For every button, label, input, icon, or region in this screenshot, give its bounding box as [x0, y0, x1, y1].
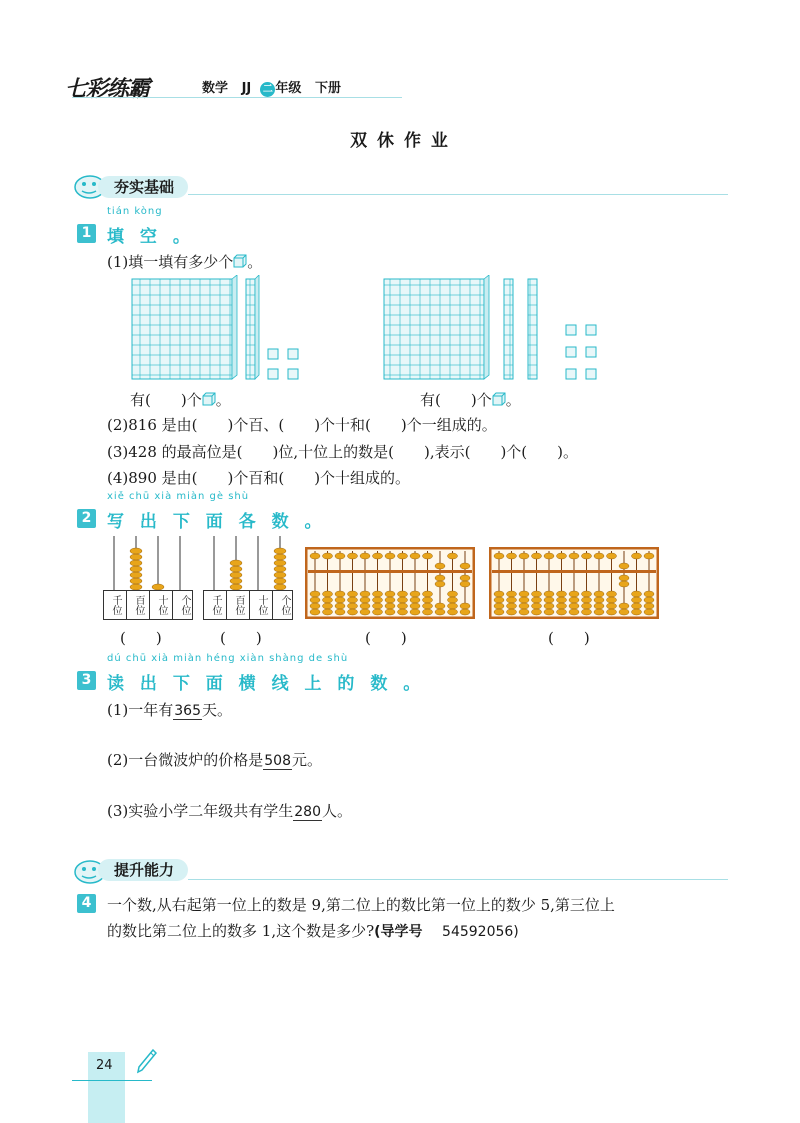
section-title: 提升能力 [114, 861, 175, 879]
q1-blank-b: 有( )个 。 [420, 391, 521, 409]
abacus-2 [489, 547, 659, 619]
answer-blank-2: ( ) [220, 629, 262, 647]
q1-number: 1 [77, 224, 96, 243]
grade-badge: 二 [260, 82, 275, 97]
q1-blank-a: 有( )个 。 [130, 391, 231, 409]
underlined-number: 508 [264, 753, 291, 769]
brand-logo [65, 72, 149, 103]
q1-sub1: (1)填一填有多少个 。 [107, 253, 263, 271]
place-label: 千位 [204, 591, 227, 619]
pencil-icon [135, 1048, 157, 1074]
page-number: 24 [96, 1058, 113, 1073]
place-label: 十位 [150, 591, 173, 619]
q2-pinyin: xiě chū xià miàn gè shù [107, 491, 250, 502]
answer-blank-1: ( ) [120, 629, 162, 647]
unit-cubes-b [566, 325, 596, 379]
q1-sub2: (2)816 是由( )个百、( )个十和( )个一组成的。 [107, 416, 497, 434]
unit-cube-icon [202, 392, 216, 406]
footer-rule [72, 1080, 152, 1081]
place-label: 百位 [227, 591, 250, 619]
answer-blank-3: ( ) [365, 629, 407, 647]
section-title: 夯实基础 [114, 178, 175, 196]
q1-title: 填 空 。 [107, 227, 195, 247]
hundreds-flat-b [384, 275, 489, 379]
hundreds-flat-a [132, 275, 237, 379]
place-label: 千位 [104, 591, 127, 619]
tens-rod-a [246, 275, 259, 379]
place-label: 个位 [179, 595, 190, 615]
q4-line2: 的数比第二位上的数多 1,这个数是多少?(导学号 54592056) [107, 922, 519, 940]
q3-number: 3 [77, 671, 96, 690]
q1-sub3: (3)428 的最高位是( )位,十位上的数是( ),表示( )个( )。 [107, 443, 579, 461]
page-title: 双 休 作 业 [350, 131, 450, 151]
q3-sub2: (2)一台微波炉的价格是508元。 [107, 751, 322, 769]
blocks-figure [130, 275, 630, 385]
header-rule [72, 97, 402, 98]
q2-number: 2 [77, 509, 96, 528]
q1-sub4: (4)890 是由( )个百和( )个十组成的。 [107, 469, 411, 487]
q3-pinyin: dú chū xià miàn héng xiàn shàng de shù [107, 653, 349, 664]
unit-cube-icon [492, 392, 506, 406]
place-label: 百位 [127, 591, 150, 619]
section-header-advanced [72, 855, 727, 885]
tens-rods-b [504, 279, 537, 379]
q3-sub3: (3)实验小学二年级共有学生280人。 [107, 802, 352, 820]
q4-number: 4 [77, 894, 96, 913]
q2-title: 写 出 下 面 各 数 。 [107, 512, 327, 532]
q3-sub1: (1)一年有365天。 [107, 701, 232, 719]
place-labels-1 [103, 590, 193, 620]
counting-frame-2 [203, 536, 293, 620]
counting-frame-1 [103, 536, 193, 620]
underlined-number: 280 [294, 804, 321, 820]
underlined-number: 365 [174, 703, 201, 719]
place-label: 个位 [279, 595, 290, 615]
place-label: 十位 [250, 591, 273, 619]
abacus-1 [305, 547, 475, 619]
answer-blank-4: ( ) [548, 629, 590, 647]
q1-pinyin: tián kòng [107, 206, 163, 217]
q3-title: 读 出 下 面 横 线 上 的 数 。 [107, 674, 426, 694]
unit-cube-icon [233, 254, 247, 268]
guide-number: (导学号 54592056) [374, 924, 519, 940]
place-labels-2 [203, 590, 293, 620]
unit-cubes-a [268, 349, 298, 379]
section-header-basic [72, 170, 727, 200]
brand-text: 七彩练霸 [65, 77, 150, 102]
q4-line1: 一个数,从右起第一位上的数是 9,第二位上的数比第一位上的数少 5,第三位上 [107, 896, 615, 914]
header-info: 数学 JJ 二 年级 下册 [202, 81, 341, 96]
